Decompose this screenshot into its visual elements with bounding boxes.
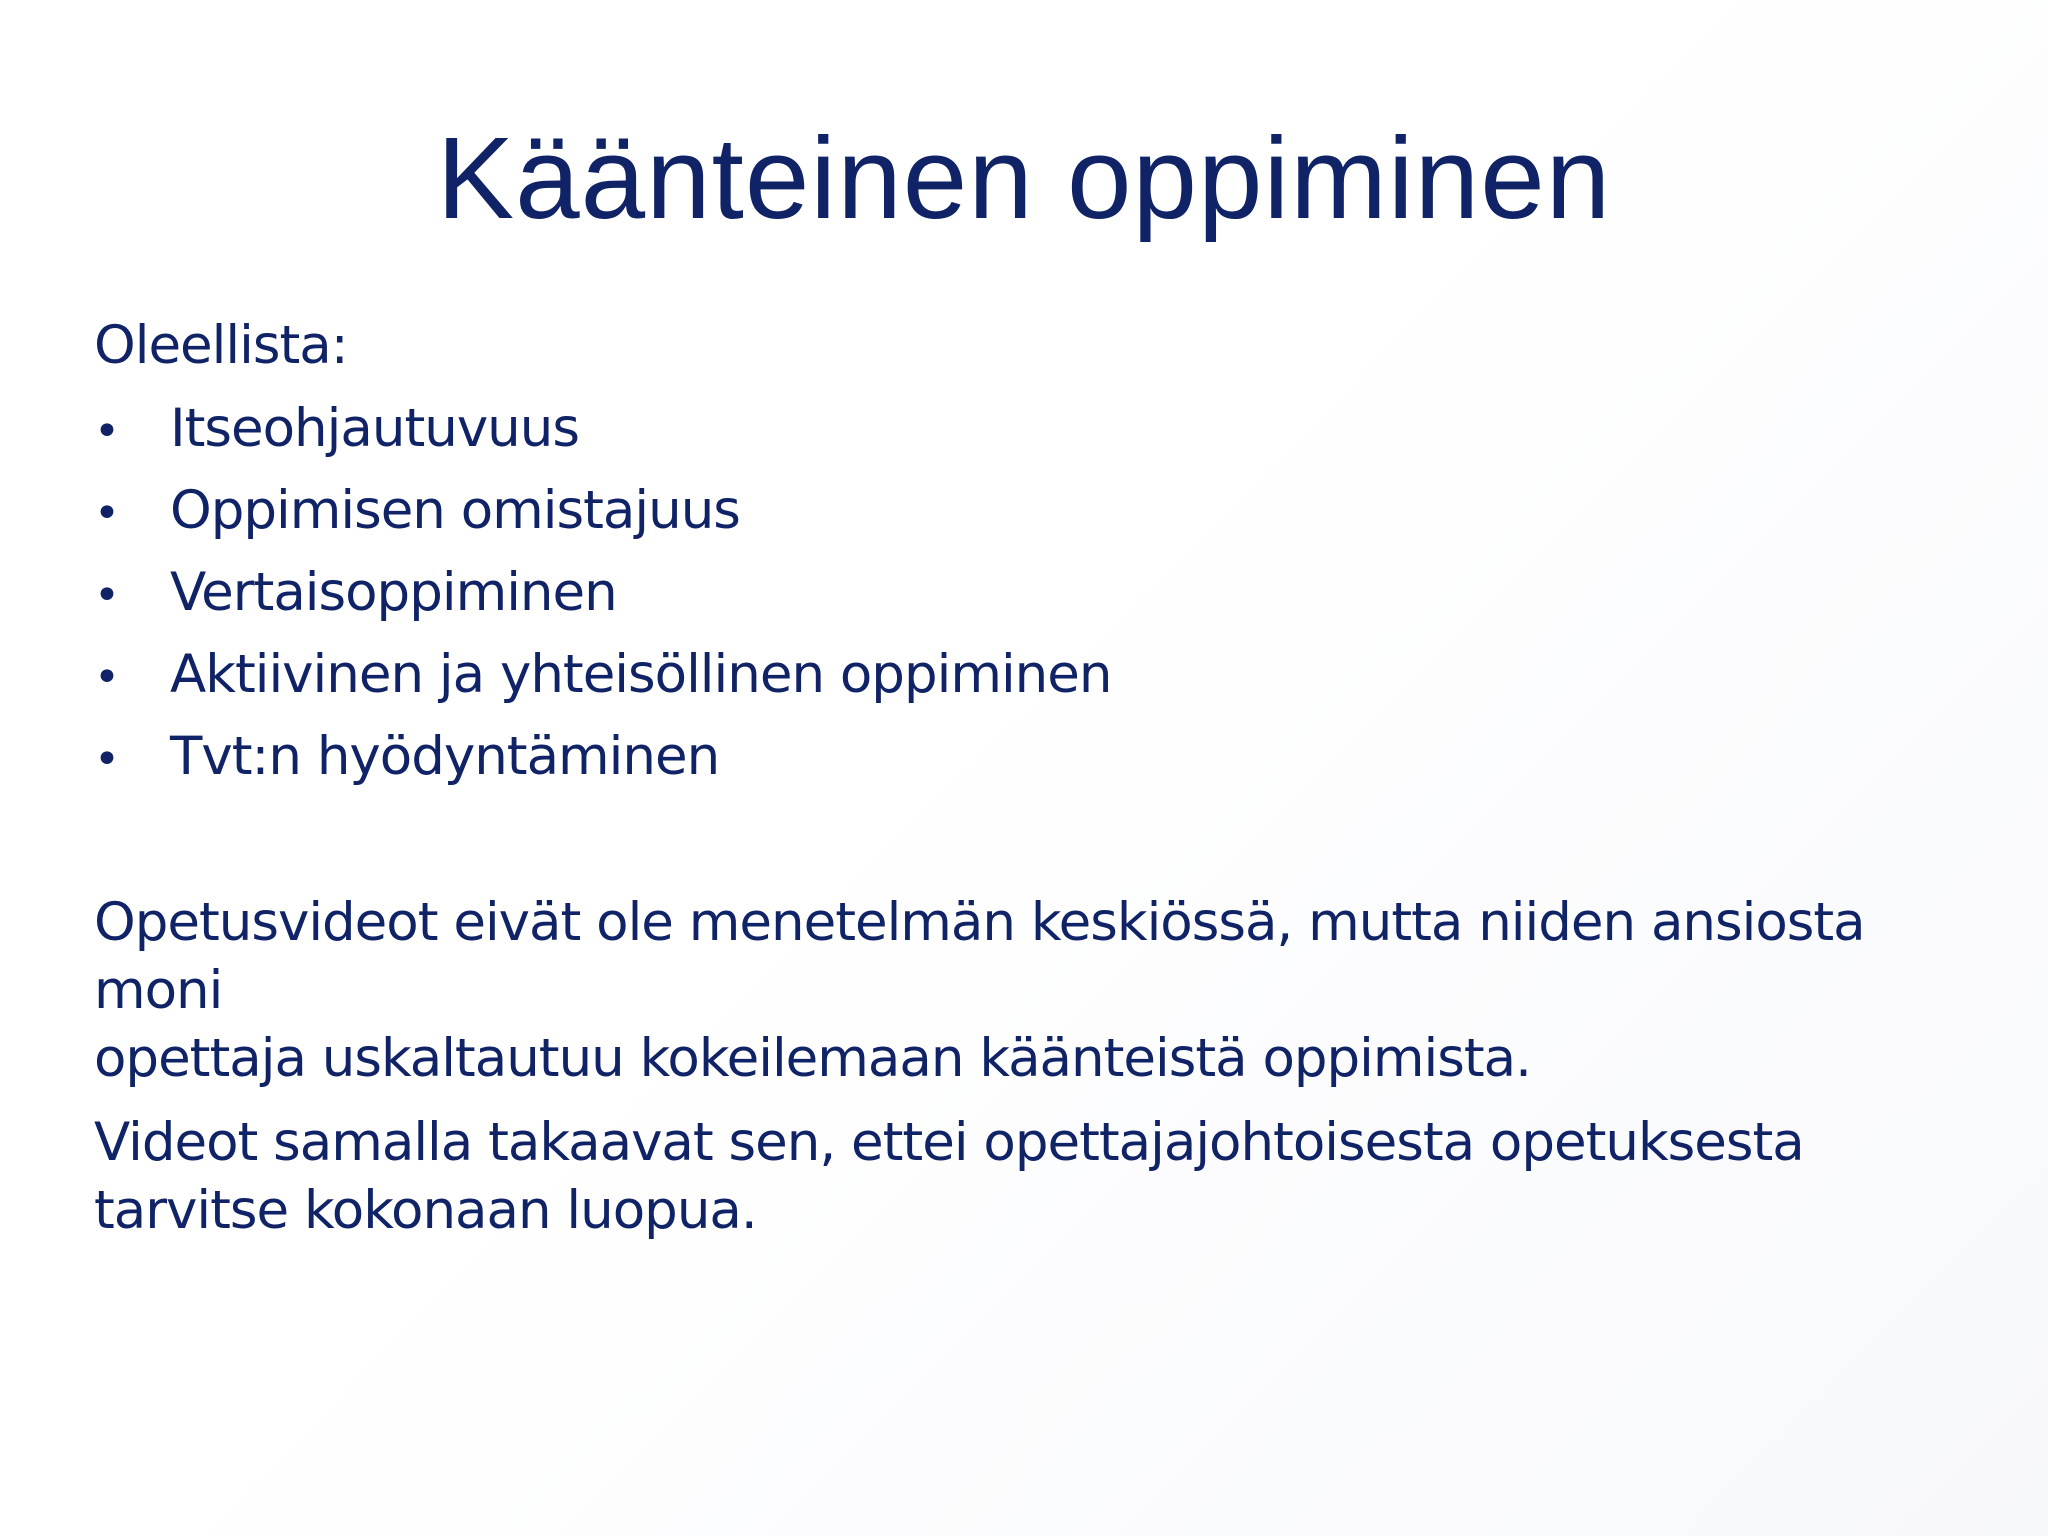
paragraph-line: tarvitse kokonaan luopua. [94, 1180, 757, 1241]
paragraph-line: Videot samalla takaavat sen, ettei opettajajohtoisesta opetuksesta [94, 1112, 1804, 1173]
bullet-icon: • [94, 734, 119, 785]
bullet-text: Vertaisoppiminen [170, 562, 617, 623]
bullet-item [94, 395, 1994, 477]
paragraph-line: Opetusvideot eivät ole menetelmän keskiössä, mutta niiden ansiosta moni [94, 892, 1865, 1021]
bullet-text: Aktiivinen ja yhteisöllinen oppiminen [170, 644, 1112, 705]
videos-paragraph [94, 889, 1994, 1093]
bullet-text: Oppimisen omistajuus [170, 480, 740, 541]
intro-label: Oleellista: [94, 315, 348, 376]
paragraph-line: opettaja uskaltautuu kokeilemaan käänteistä oppimista. [94, 1028, 1531, 1089]
bullet-item [94, 559, 1994, 641]
bullet-item [94, 723, 1994, 805]
bullet-icon: • [94, 488, 119, 539]
bullet-icon: • [94, 570, 119, 621]
bullet-icon: • [94, 652, 119, 703]
bullet-text: Tvt:n hyödyntäminen [170, 726, 720, 787]
bullet-icon: • [94, 406, 119, 457]
slide-content [94, 312, 1994, 1245]
teacher-led-paragraph [94, 1109, 1994, 1245]
slide-title: Käänteinen oppiminen [436, 113, 1612, 243]
bullet-item [94, 641, 1994, 723]
bullet-item [94, 477, 1994, 559]
bullet-text: Itseohjautuvuus [170, 398, 579, 459]
bullet-list [94, 395, 1994, 805]
